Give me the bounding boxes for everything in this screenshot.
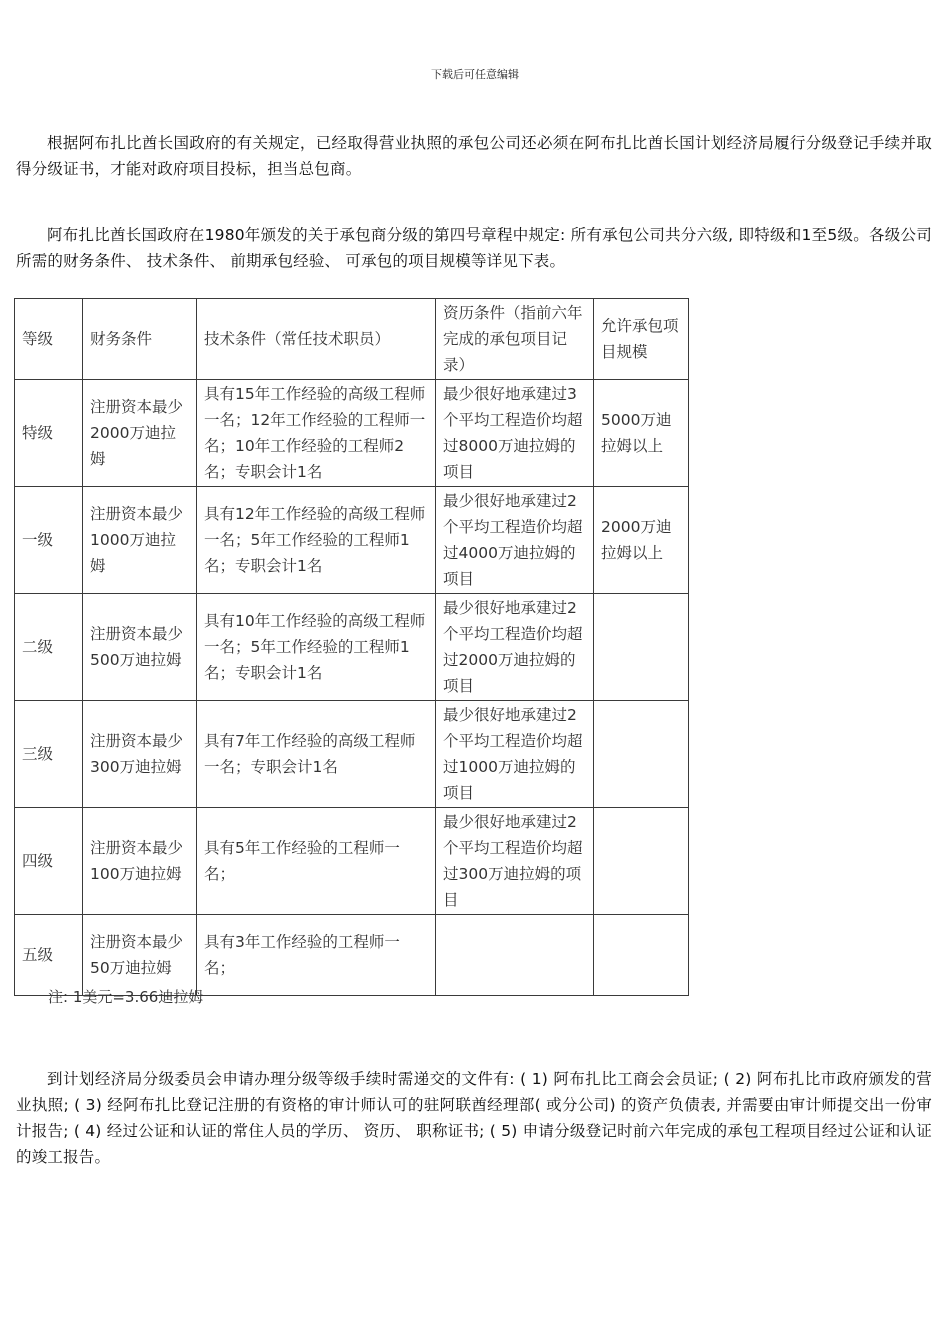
table-cell: 最少很好地承建过3个平均工程造价均超过8000万迪拉姆的项目	[436, 380, 594, 487]
table-cell	[594, 701, 689, 808]
table-cell	[436, 915, 594, 996]
table-cell: 最少很好地承建过2个平均工程造价均超过1000万迪拉姆的项目	[436, 701, 594, 808]
table-row	[15, 915, 689, 996]
table-cell: 三级	[15, 701, 83, 808]
table-cell: 四级	[15, 808, 83, 915]
header-cell: 允许承包项目规模	[594, 299, 689, 380]
page-header: 下载后可任意编辑	[431, 68, 519, 81]
table-cell: 具有7年工作经验的高级工程师一名；专职会计1名	[197, 701, 436, 808]
table-cell: 一级	[15, 487, 83, 594]
table-cell	[594, 808, 689, 915]
table-cell: 具有3年工作经验的工程师一名；	[197, 915, 436, 996]
table-cell	[594, 594, 689, 701]
table-cell: 具有5年工作经验的工程师一名；	[197, 808, 436, 915]
table-cell: 最少很好地承建过2个平均工程造价均超过4000万迪拉姆的项目	[436, 487, 594, 594]
table-cell: 最少很好地承建过2个平均工程造价均超过2000万迪拉姆的项目	[436, 594, 594, 701]
table-cell: 注册资本最少50万迪拉姆	[83, 915, 197, 996]
header-cell: 资历条件（指前六年完成的承包项目记录）	[436, 299, 594, 380]
table-cell: 特级	[15, 380, 83, 487]
header-cell: 技术条件（常任技术职员）	[197, 299, 436, 380]
grade-table	[14, 298, 689, 996]
table-row	[15, 701, 689, 808]
table-cell: 2000万迪拉姆以上	[594, 487, 689, 594]
table-cell: 注册资本最少500万迪拉姆	[83, 594, 197, 701]
header-cell: 财务条件	[83, 299, 197, 380]
grading-paragraph: 阿布扎比酋长国政府在1980年颁发的关于承包商分级的第四号章程中规定: 所有承包公司共分六级, 即特级和1至5级。各级公司所需的财务条件、 技术条件、 前期承包经验、 可承包的项目规模等详见下表。	[16, 226, 932, 270]
table-cell: 具有15年工作经验的高级工程师一名；12年工作经验的工程师一名；10年工作经验的工程师2名；专职会计1名	[197, 380, 436, 487]
table-row	[15, 594, 689, 701]
table-cell: 注册资本最少100万迪拉姆	[83, 808, 197, 915]
table-row	[15, 808, 689, 915]
table-cell	[594, 915, 689, 996]
table-header-row	[15, 299, 689, 380]
header-cell: 等级	[15, 299, 83, 380]
table-cell: 具有12年工作经验的高级工程师一名；5年工作经验的工程师1名；专职会计1名	[197, 487, 436, 594]
documents-paragraph: 到计划经济局分级委员会申请办理分级等级手续时需递交的文件有: ( 1) 阿布扎比工商会会员证; ( 2) 阿布扎比市政府颁发的营业执照; ( 3) 经阿布扎比登记注册的有资格的审计师认可的驻阿联酋经理部( 或分公司) 的资产负债表, 并需要由审计师提交出一份审计报告; ( 4) 经过公证和认证的常住人员的学历、 资历、 职称证书; ( 5) 申请分级登记时前六年完成的承包工程项目经过公证和认证的竣工报告。	[16, 1070, 932, 1166]
intro-paragraph: 根据阿布扎比酋长国政府的有关规定，已经取得营业执照的承包公司还必须在阿布扎比酋长国计划经济局履行分级登记手续并取得分级证书，才能对政府项目投标，担当总包商。	[16, 134, 932, 178]
table-cell: 五级	[15, 915, 83, 996]
table-cell: 二级	[15, 594, 83, 701]
table-row	[15, 487, 689, 594]
table-row	[15, 380, 689, 487]
table-cell: 注册资本最少300万迪拉姆	[83, 701, 197, 808]
table-cell: 注册资本最少1000万迪拉姆	[83, 487, 197, 594]
exchange-rate-note: 注: 1美元=3.66迪拉姆	[48, 988, 204, 1006]
table-cell: 具有10年工作经验的高级工程师一名；5年工作经验的工程师1名；专职会计1名	[197, 594, 436, 701]
table-cell: 5000万迪拉姆以上	[594, 380, 689, 487]
table-cell: 注册资本最少2000万迪拉姆	[83, 380, 197, 487]
table-cell: 最少很好地承建过2个平均工程造价均超过300万迪拉姆的项目	[436, 808, 594, 915]
